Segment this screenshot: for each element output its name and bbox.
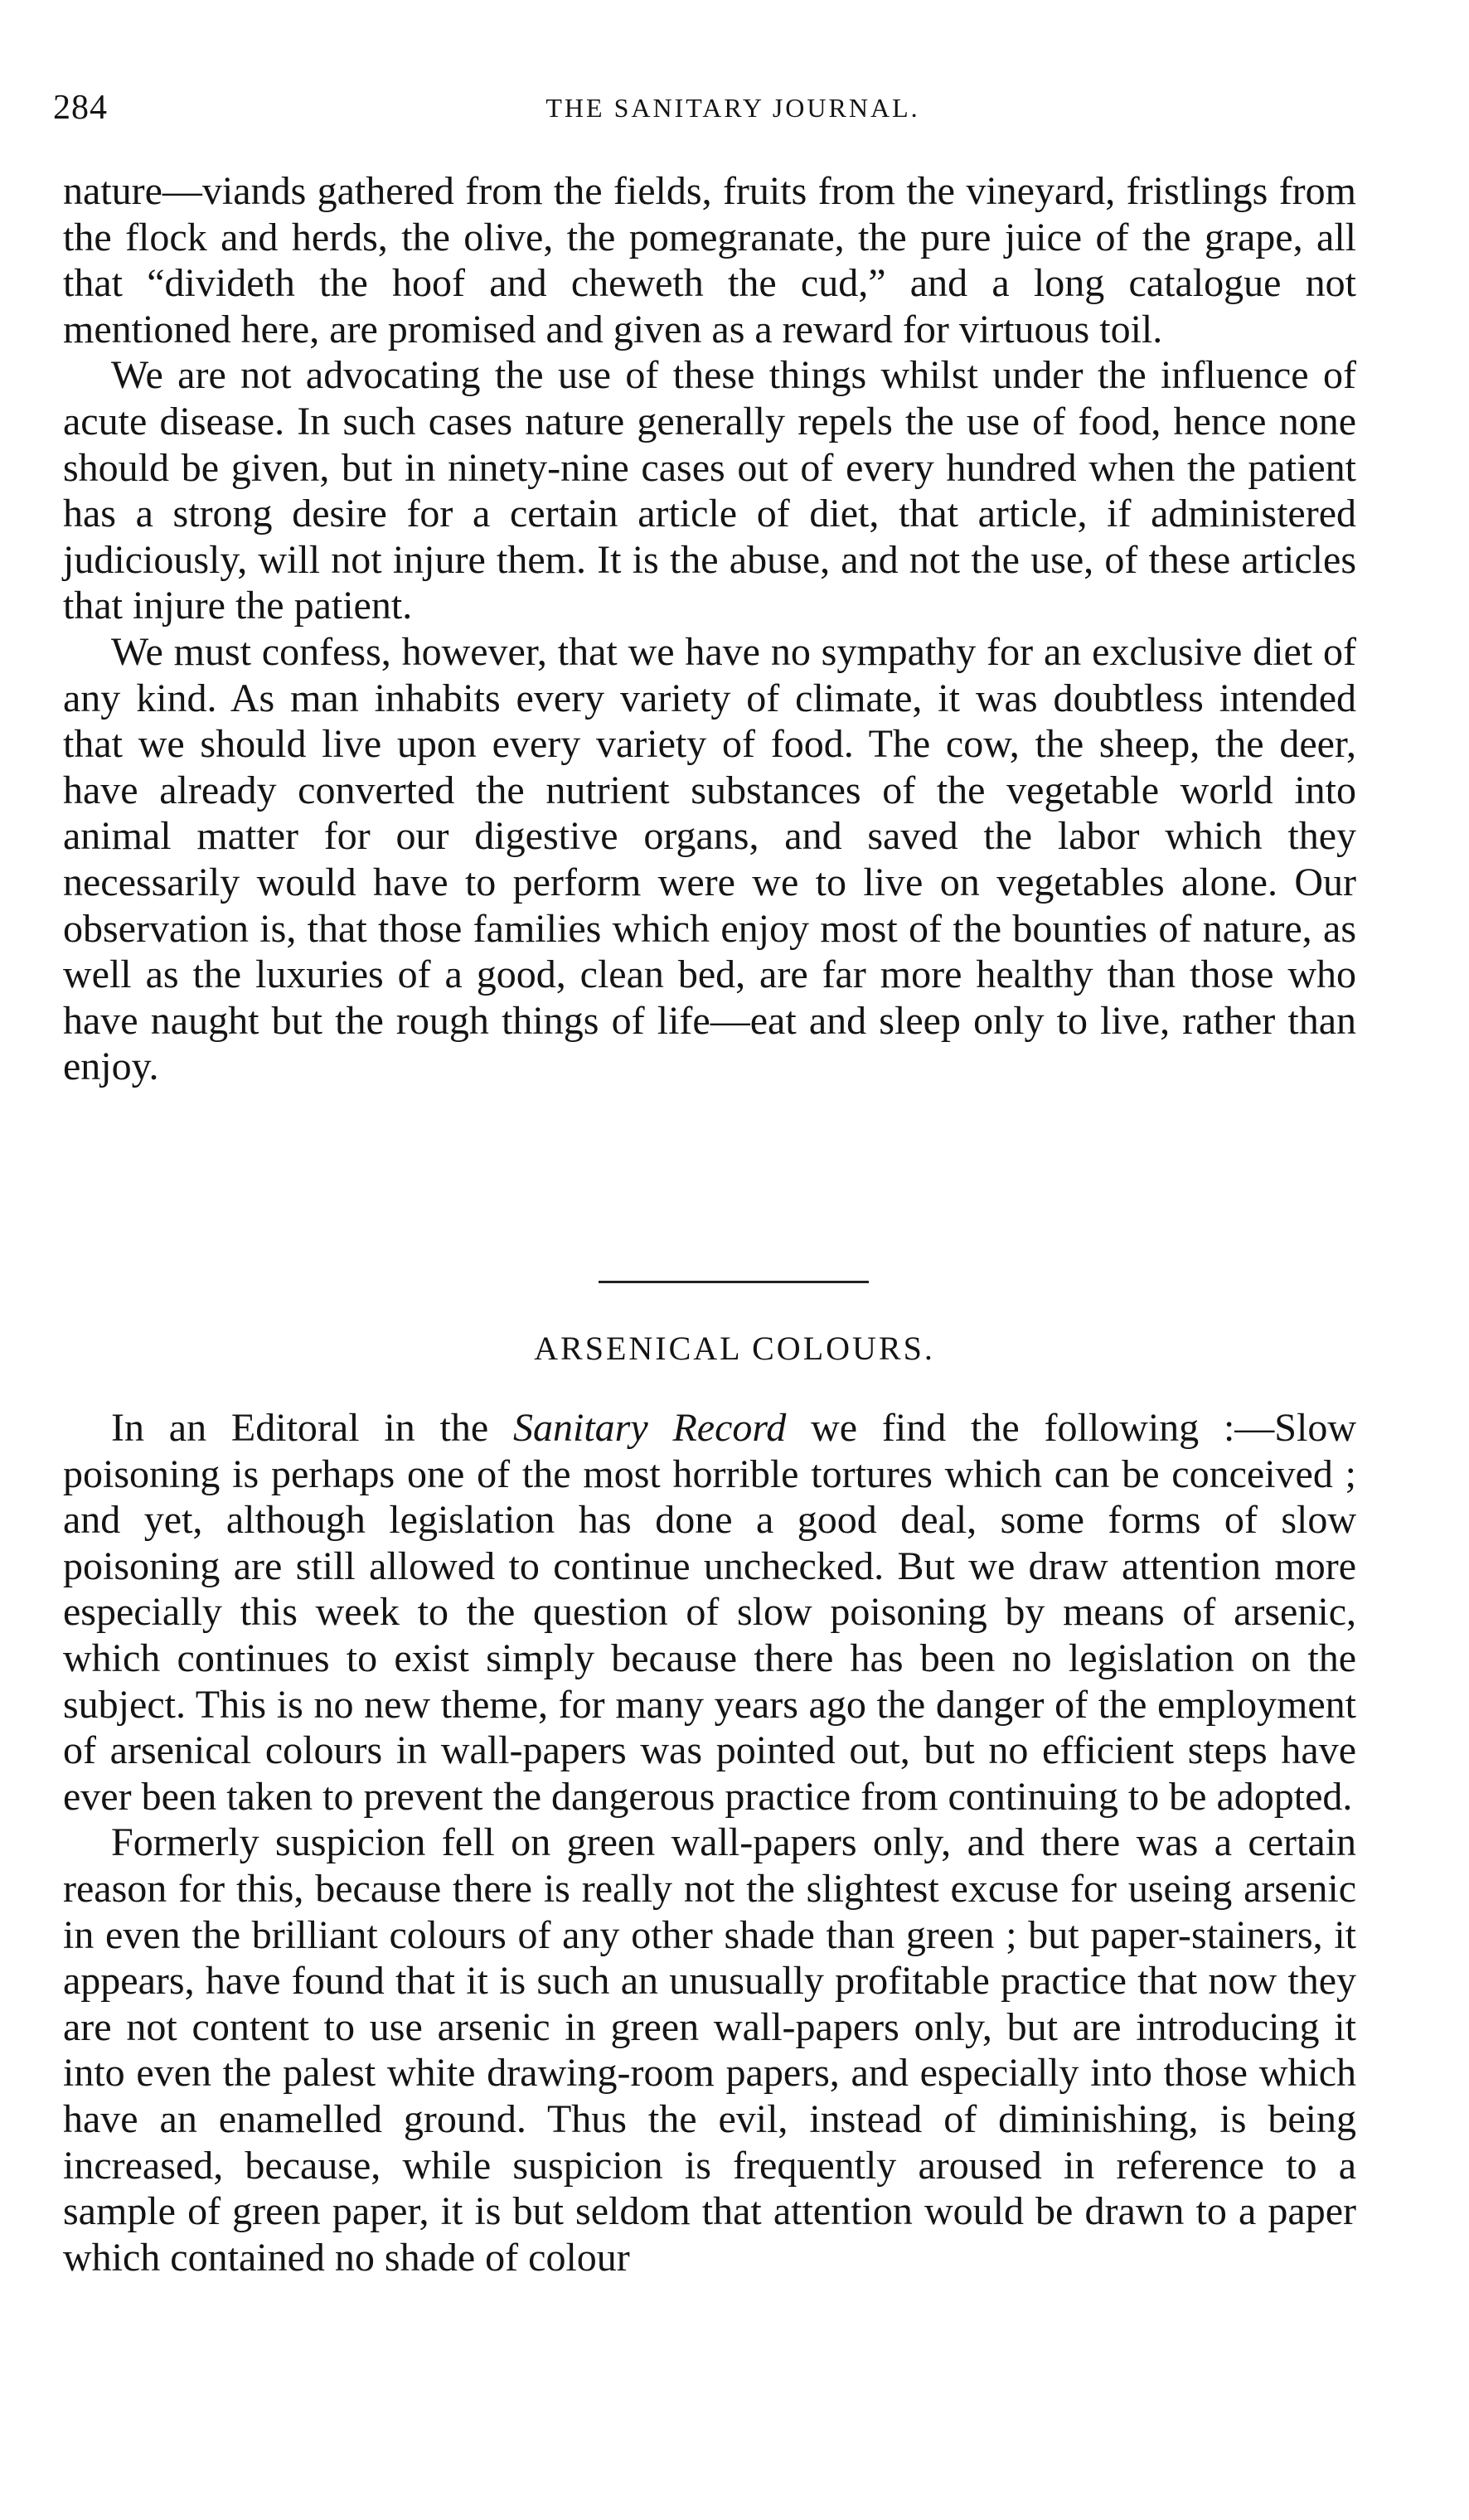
running-head: THE SANITARY JOURNAL. (545, 93, 920, 123)
paragraph-green-wall-papers: Formerly suspicion fell on green wall-papers only, and there was a certain reason for this, because there is really not the slightest excuse for useing arsenic in even the brilliant colours of any other shade than green ; but paper-stainers, it appears, have found that it is such an unusually profitable practice that now they are not content to use arsenic in green wall-papers only, but are introducing it into even the palest white drawing-room papers, and especially into those which have an enamelled ground. Thus the evil, instead of diminishing, is being increased, because, while suspicion is frequently aroused in reference to a sample of green paper, it is but seldom that attention would be drawn to a paper which contained no shade of colour (63, 1820, 1356, 2280)
arsenical-section (63, 1405, 1356, 2280)
source-title: Sanitary Record (512, 1406, 787, 1450)
paragraph-continuation: nature—viands gathered from the fields, fruits from the vineyard, fristlings from the flock and herds, the olive, the pomegranate, the pure juice of the grape, all that “divideth the hoof and cheweth the cud,” and a long catalogue not mentioned here, are promised and given as a reward for virtuous toil. (63, 169, 1356, 351)
section-divider (599, 1281, 869, 1283)
editorial-body: we find the following :—Slow poisoning is perhaps one of the most horrible tortures which can be conceived ; and yet, although legislation has done a good deal, some forms of slow poisoning are still allowed to continue unchecked. But we draw attention more especially this week to the question of slow poisoning by means of arsenic, which continues to exist simply because there has been no legislation on the subject. This is no new theme, for many years ago the danger of the employment of arsenical colours in wall-papers was pointed out, but no efficient steps have ever been taken to prevent the dangerous practice from continuing to be adopted. (63, 1406, 1357, 1819)
paragraph-exclusive-diet: We must confess, however, that we have no sympathy for an exclusive diet of any kind. As man inhabits every variety of climate, it was doubtless intended that we should live upon every variety of food. The cow, the sheep, the deer, have already converted the nutrient substances of the vegetable world into animal matter for our digestive organs, and saved the labor which they necessarily would have to perform were we to live on vegetables alone. Our observation is, that those families which enjoy most of the bounties of nature, as well as the luxuries of a good, clean bed, are far more healthy than those who have naught but the rough things of life—eat and sleep only to live, rather than enjoy. (63, 629, 1356, 1089)
editorial-intro: In an Editoral in the (111, 1406, 513, 1450)
page-number: 284 (53, 89, 108, 127)
top-section (63, 168, 1356, 1090)
page-header (53, 83, 1413, 133)
paragraph-acute-disease: We are not advocating the use of these things whilst under the influence of acute disease. In such cases nature generally repels the use of food, hence none should be given, but in ninety-nine cases out of every hundred when the patient has a strong desire for a certain article of diet, that article, if administered judiciously, will not injure them. It is the abuse, and not the use, of these articles that injure the patient. (63, 353, 1356, 628)
paragraph-editorial (63, 1405, 1356, 1820)
section-title: ARSENICAL COLOURS. (534, 1330, 935, 1367)
